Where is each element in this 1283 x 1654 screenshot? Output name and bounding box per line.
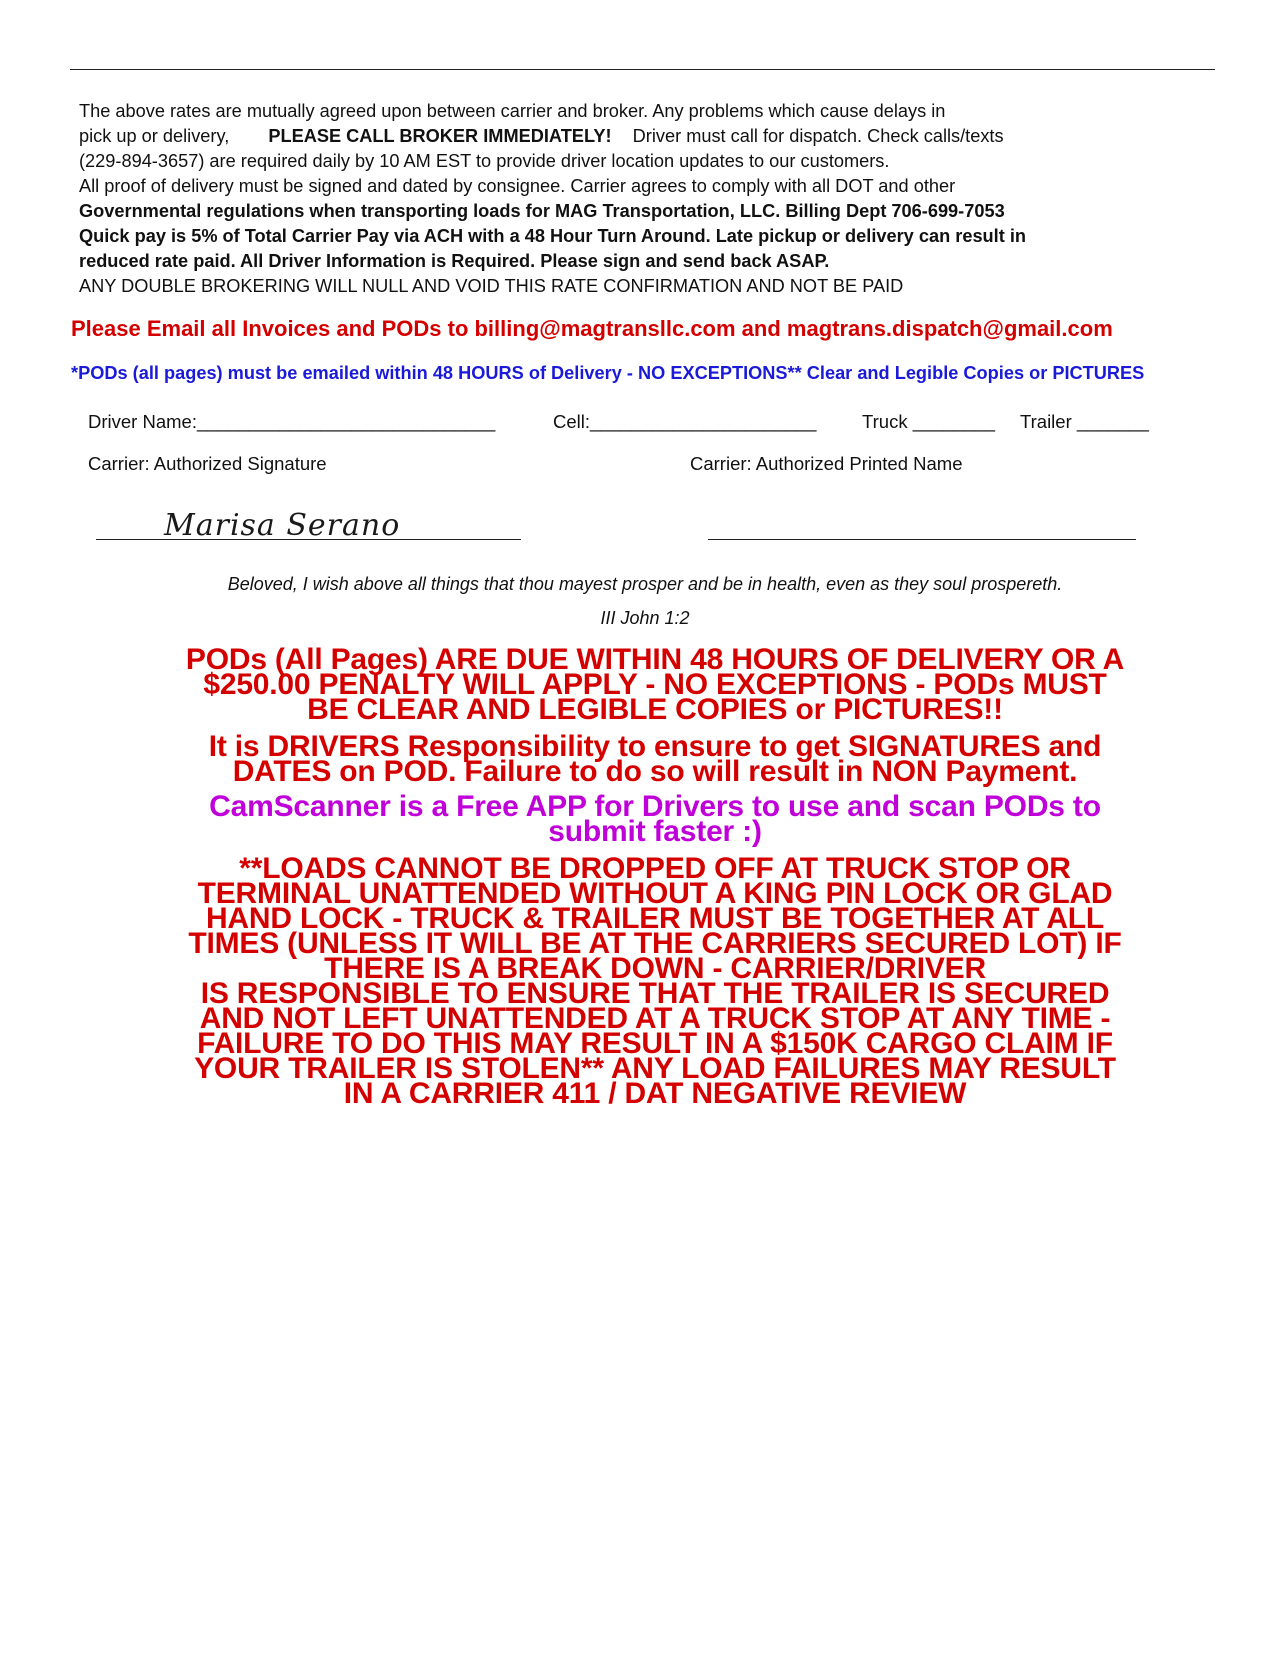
warning-line: YOUR TRAILER IS STOLEN** ANY LOAD FAILURES MAY RESULT [194, 1052, 1116, 1085]
bible-quote: Beloved, I wish above all things that thou mayest prosper and be in health, even as they soul prospereth. [227, 574, 1063, 594]
warning-line: AND NOT LEFT UNATTENDED AT A TRUCK STOP AT ANY TIME - [199, 1002, 1111, 1035]
call-broker-notice: PLEASE CALL BROKER IMMEDIATELY! [268, 126, 612, 146]
warning-line: submit faster :) [548, 815, 762, 848]
cell-field: Cell:______________________ [553, 411, 817, 432]
signature-label: Carrier: Authorized Signature [88, 453, 327, 474]
camscanner-notice [90, 790, 1220, 848]
terms-line-2-start: pick up or delivery, [79, 126, 230, 146]
warning-line: BE CLEAR AND LEGIBLE COPIES or PICTURES!! [307, 693, 1003, 726]
warning-line: CamScanner is a Free APP for Drivers to use and scan PODs to [209, 790, 1101, 823]
bible-reference: III John 1:2 [600, 608, 690, 628]
warning-line: PODs (All Pages) ARE DUE WITHIN 48 HOURS OF DELIVERY OR A [185, 643, 1125, 676]
loads-unattended-warning [90, 852, 1220, 1110]
handwritten-signature: Marisa Serano [164, 508, 401, 543]
printed-name-line [708, 539, 1136, 540]
trailer-field: Trailer _______ [1020, 411, 1149, 432]
warning-line: HAND LOCK - TRUCK & TRAILER MUST BE TOGETHER AT ALL [205, 902, 1105, 935]
warning-line: DATES on POD. Failure to do so will result in NON Payment. [232, 755, 1078, 788]
warning-line: FAILURE TO DO THIS MAY RESULT IN A $150K CARGO CLAIM IF [197, 1027, 1113, 1060]
terms-line-2-end: Driver must call for dispatch. Check calls/texts [632, 126, 1004, 146]
top-divider [70, 69, 1215, 70]
warning-line: THERE IS A BREAK DOWN - CARRIER/DRIVER [324, 952, 986, 985]
terms-line-2 [79, 124, 1004, 148]
warning-line: **LOADS CANNOT BE DROPPED OFF AT TRUCK STOP OR [239, 852, 1071, 885]
warning-line: TERMINAL UNATTENDED WITHOUT A KING PIN LOCK OR GLAD [197, 877, 1113, 910]
driver-name-field: Driver Name:_____________________________ [88, 411, 496, 432]
terms-line-7: reduced rate paid. All Driver Information is Required. Please sign and send back ASAP. [79, 251, 830, 271]
terms-line-1: The above rates are mutually agreed upon between carrier and broker. Any problems which cause delays in [79, 101, 946, 121]
terms-line-4: All proof of delivery must be signed and dated by consignee. Carrier agrees to comply with all DOT and other [79, 176, 956, 196]
truck-field: Truck ________ [862, 411, 996, 432]
warning-line: IN A CARRIER 411 / DAT NEGATIVE REVIEW [343, 1077, 967, 1110]
terms-line-8: ANY DOUBLE BROKERING WILL NULL AND VOID THIS RATE CONFIRMATION AND NOT BE PAID [79, 276, 904, 296]
email-notice: Please Email all Invoices and PODs to billing@magtransllc.com and magtrans.dispatch@gmail.com [71, 316, 1113, 341]
warning-line: It is DRIVERS Responsibility to ensure to get SIGNATURES and [208, 730, 1102, 763]
printed-name-label: Carrier: Authorized Printed Name [690, 453, 963, 474]
warning-line: TIMES (UNLESS IT WILL BE AT THE CARRIERS SECURED LOT) IF [188, 927, 1122, 960]
warning-line: $250.00 PENALTY WILL APPLY - NO EXCEPTIONS - PODs MUST [203, 668, 1107, 701]
pod-email-notice: *PODs (all pages) must be emailed within 48 HOURS of Delivery - NO EXCEPTIONS** Clear and Legible Copies or PICTURES [71, 363, 1145, 383]
terms-line-3: (229-894-3657) are required daily by 10 AM EST to provide driver location updates to our customers. [79, 151, 890, 171]
terms-line-5: Governmental regulations when transporting loads for MAG Transportation, LLC. Billing Dept 706-699-7053 [79, 201, 1005, 221]
terms-line-6: Quick pay is 5% of Total Carrier Pay via ACH with a 48 Hour Turn Around. Late pickup or delivery can result in [79, 226, 1026, 246]
warning-line: IS RESPONSIBLE TO ENSURE THAT THE TRAILER IS SECURED [200, 977, 1110, 1010]
pods-due-warning [90, 643, 1220, 726]
signature-line [96, 539, 521, 540]
drivers-responsibility-warning [90, 730, 1220, 788]
